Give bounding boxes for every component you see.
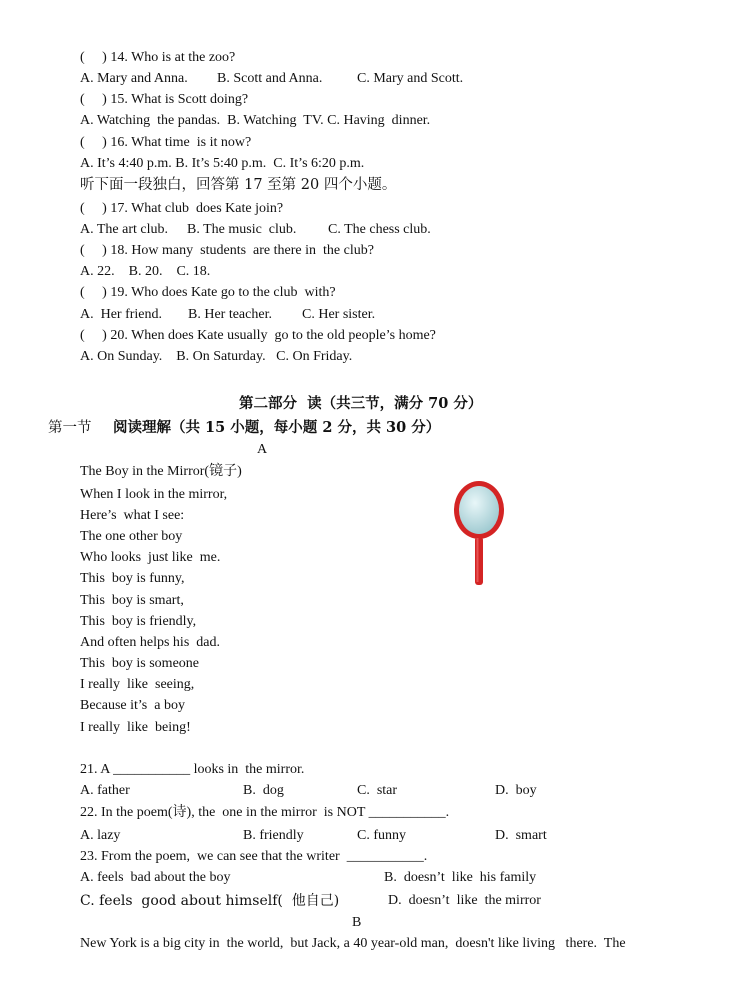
question-18: ( ) 18. How many students are there in the club? <box>80 243 374 258</box>
q20-options: A. On Sunday. B. On Saturday. C. On Friday. <box>80 349 353 364</box>
monologue-instruction: 听下面一段独白，回答第 17 至第 20 四个小题。 <box>80 177 397 193</box>
poem-line: When I look in the mirror, <box>80 487 228 502</box>
q17-option-c: C. The chess club. <box>328 222 431 237</box>
poem-line: I really like seeing, <box>80 677 195 692</box>
q21-option-a: A. father <box>80 783 130 798</box>
q17-option-a: A. The art club. <box>80 222 168 237</box>
q23-option-b: B. doesn’t like his family <box>384 870 537 885</box>
q14-option-b: B. Scott and Anna. <box>217 71 323 86</box>
hand-mirror-icon <box>452 480 506 590</box>
part-two-title: 第二部分 读（共三节，满分 70 分） <box>239 395 483 412</box>
question-20: ( ) 20. When does Kate usually go to the old people’s home? <box>80 328 436 343</box>
question-17: ( ) 17. What club does Kate join? <box>80 201 284 216</box>
q23-option-a: A. feels bad about the boy <box>80 870 231 885</box>
q21-option-c: C. star <box>357 783 398 798</box>
passage-b-label: B <box>352 915 362 930</box>
question-23: 23. From the poem, we can see that the writer ___________. <box>80 849 428 864</box>
poem-line: The one other boy <box>80 529 183 544</box>
poem-line: Because it’s a boy <box>80 698 185 713</box>
poem-line: This boy is funny, <box>80 571 185 586</box>
question-15: ( ) 15. What is Scott doing? <box>80 92 249 107</box>
poem-line: Here’s what I see: <box>80 508 185 523</box>
poem-title: The Boy in the Mirror(镜子) <box>80 464 242 479</box>
q16-options: A. It’s 4:40 p.m. B. It’s 5:40 p.m. C. It’s 6:20 p.m. <box>80 156 365 171</box>
q23-option-c: C. feels good about himself( 他自己) <box>80 893 340 909</box>
q22-option-d: D. smart <box>495 828 547 843</box>
q19-option-a: A. Her friend. <box>80 307 163 322</box>
question-19: ( ) 19. Who does Kate go to the club with? <box>80 285 336 300</box>
poem-line: This boy is someone <box>80 656 199 671</box>
q17-option-b: B. The music club. <box>187 222 297 237</box>
passage-b-text: New York is a big city in the world, but Jack, a 40 year-old man, doesn't like living there. The <box>80 936 626 951</box>
q21-option-b: B. dog <box>243 783 284 798</box>
section-one-label: 第一节 <box>48 420 92 436</box>
q22-option-b: B. friendly <box>243 828 304 843</box>
q21-option-d: D. boy <box>495 783 537 798</box>
q23-option-d: D. doesn’t like the mirror <box>388 893 541 908</box>
q14-option-c: C. Mary and Scott. <box>357 71 464 86</box>
question-21: 21. A ___________ looks in the mirror. <box>80 762 305 777</box>
section-one-title: 阅读理解（共 15 小题，每小题 2 分，共 30 分） <box>113 419 441 436</box>
q19-option-c: C. Her sister. <box>302 307 376 322</box>
poem-line: Who looks just like me. <box>80 550 221 565</box>
q22-option-c: C. funny <box>357 828 406 843</box>
poem-line: And often helps his dad. <box>80 635 220 650</box>
q14-option-a: A. Mary and Anna. <box>80 71 188 86</box>
poem-line: This boy is smart, <box>80 593 184 608</box>
question-14: ( ) 14. Who is at the zoo? <box>80 50 236 65</box>
q15-options: A. Watching the pandas. B. Watching TV. C. Having dinner. <box>80 113 431 128</box>
q18-options: A. 22. B. 20. C. 18. <box>80 264 211 279</box>
poem-line: I really like being! <box>80 720 191 735</box>
q19-option-b: B. Her teacher. <box>188 307 272 322</box>
poem-line: This boy is friendly, <box>80 614 197 629</box>
question-22: 22. In the poem(诗), the one in the mirror is NOT ___________. <box>80 805 450 820</box>
passage-a-label: A <box>257 442 268 457</box>
q22-option-a: A. lazy <box>80 828 121 843</box>
question-16: ( ) 16. What time is it now? <box>80 135 252 150</box>
